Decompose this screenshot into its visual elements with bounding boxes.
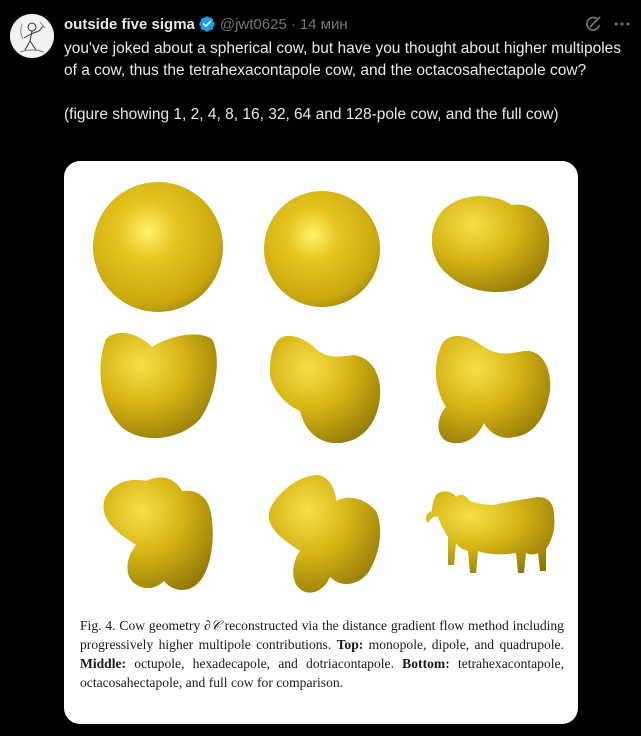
caption-middle-label: Middle: — [80, 656, 127, 671]
caption-math: ∂𝒞 — [204, 618, 221, 633]
caption-top-label: Top: — [336, 637, 364, 652]
figure-caption — [80, 616, 564, 692]
full-cow — [426, 491, 555, 573]
octupole-cow — [100, 333, 216, 438]
author-display-name[interactable]: outside five sigma — [64, 15, 195, 33]
verified-badge-icon — [198, 15, 216, 33]
grok-icon[interactable] — [583, 14, 603, 34]
tweet-header — [64, 13, 348, 35]
tweet-text — [64, 38, 624, 126]
tetrahexacontapole-cow — [103, 477, 212, 590]
timestamp[interactable]: 14 мин — [299, 15, 348, 33]
caption-middle-text: octupole, hexadecapole, and dotriacontapole. — [126, 656, 403, 671]
dipole-cow — [264, 191, 380, 307]
quadrupole-cow — [432, 196, 550, 292]
tweet-text-paragraph-2: (figure showing 1, 2, 4, 8, 16, 32, 64 and 128-pole cow, and the full cow) — [64, 106, 559, 123]
tweet-text-paragraph-1: you've joked about a spherical cow, but have you thought about higher multipoles of a cow, thus the tetrahexacontapole cow, and the octacosahectapole cow? — [64, 40, 622, 79]
caption-top-text: monopole, dipole, and quadrupole. — [363, 637, 564, 652]
caption-bottom-label: Bottom: — [402, 656, 450, 671]
header-separator: · — [290, 15, 296, 33]
caption-prefix: Fig. 4. Cow geometry — [80, 618, 205, 633]
tweet-media-image[interactable] — [64, 161, 578, 724]
avatar[interactable] — [10, 14, 54, 58]
dotriacontapole-cow — [436, 336, 550, 443]
author-handle[interactable]: @jwt0625 — [219, 15, 287, 33]
hexadecapole-cow — [270, 336, 380, 443]
more-icon[interactable] — [612, 14, 632, 34]
caption-part1: reconstructed via the distance gradient flow method including progressively higher multipole contributions. — [80, 618, 564, 652]
caption-bottom-text: tetrahexacontapole, octacosahectapole, and full cow for comparison. — [80, 656, 564, 690]
monopole-cow — [93, 182, 223, 312]
multipole-cow-figure — [64, 161, 578, 601]
avatar-image — [10, 14, 54, 58]
octacosahectapole-cow — [269, 475, 380, 593]
